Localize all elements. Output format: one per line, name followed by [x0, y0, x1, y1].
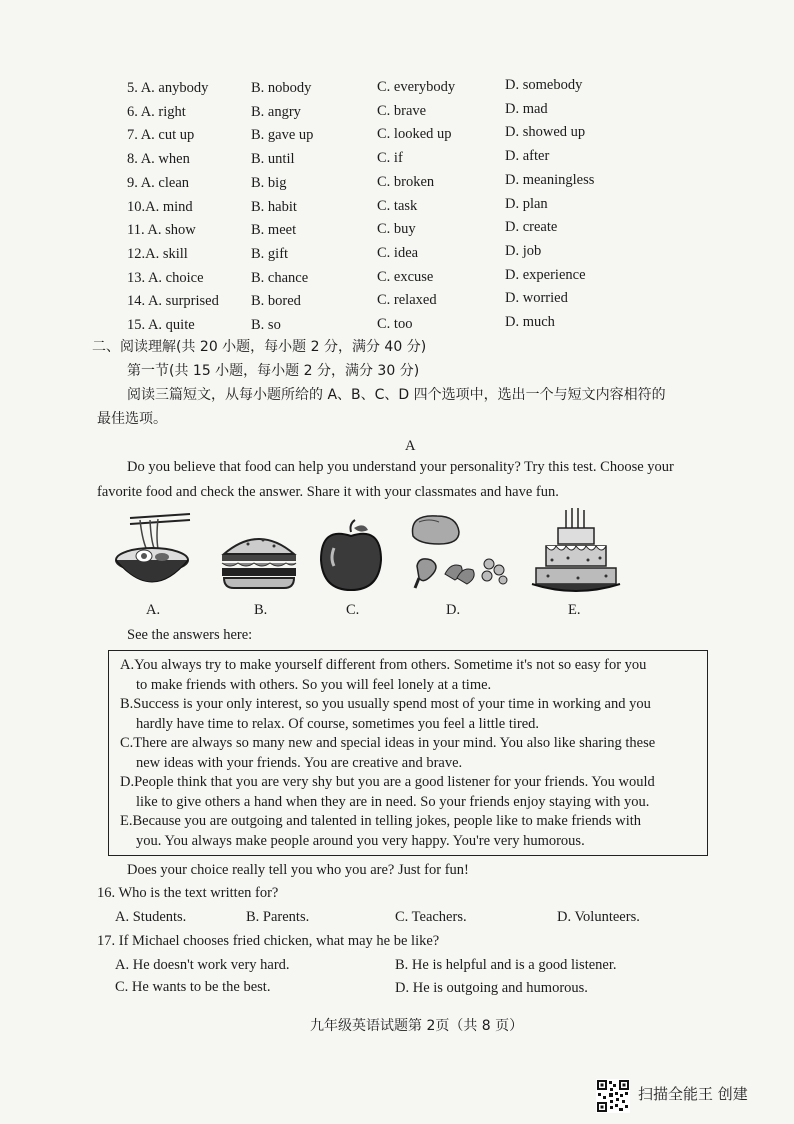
answer-line: like to give others a hand when they are in need. So your friends enjoy staying with you. — [136, 794, 650, 810]
answer-line: you. You always make people around you very happy. You're very humorous. — [136, 833, 585, 849]
option-a: 7. A. cut up — [127, 127, 195, 144]
option-d: D. worried — [505, 290, 568, 307]
pic-label-a: A. — [146, 602, 161, 618]
apple-picture — [318, 518, 384, 592]
instruction-line-1: 阅读三篇短文，从每小题所给的 A、B、C、D 四个选项中，选出一个与短文内容相符的 — [127, 387, 666, 403]
noodles-picture — [110, 510, 195, 590]
answer-line: hardly have time to relax. Of course, sometimes you feel a little tired. — [136, 716, 540, 732]
qr-code-icon — [596, 1079, 630, 1113]
question-16-option-d: D. Volunteers. — [557, 909, 640, 925]
question-17-option-a: A. He doesn't work very hard. — [115, 957, 290, 973]
question-17-option-b: B. He is helpful and is a good listener. — [395, 957, 617, 973]
option-b: B. angry — [251, 103, 301, 120]
question-17-option-d: D. He is outgoing and humorous. — [395, 980, 588, 996]
section-heading: 二、阅读理解(共 20 小题，每小题 2 分，满分 40 分) — [92, 339, 427, 355]
option-d: D. create — [505, 219, 558, 236]
pic-label-e: E. — [568, 602, 581, 618]
option-b: B. habit — [251, 198, 297, 215]
option-c: C. everybody — [377, 79, 456, 95]
option-c: C. idea — [377, 244, 419, 261]
passage-intro-1: Do you believe that food can help you understand your personality? Try this test. Choose your — [127, 459, 674, 475]
passage-label: A — [405, 438, 416, 454]
fried-chicken-picture — [405, 508, 515, 594]
option-a: 14. A. surprised — [127, 293, 219, 310]
option-b: B. nobody — [251, 80, 312, 96]
option-b: B. gift — [251, 245, 289, 262]
option-c: C. brave — [377, 102, 427, 119]
option-a: 5. A. anybody — [127, 80, 209, 96]
answer-line: to make friends with others. So you will feel lonely at a time. — [136, 677, 492, 693]
option-a: 13. A. choice — [127, 269, 204, 286]
question-16-option-a: A. Students. — [115, 909, 187, 925]
option-b: B. chance — [251, 269, 309, 286]
closing-line: Does your choice really tell you who you are? Just for fun! — [127, 862, 469, 878]
answer-line: C.There are always so many new and special ideas in your mind. You also like sharing these — [120, 735, 656, 751]
option-c: C. excuse — [377, 268, 434, 285]
answer-line: A.You always try to make yourself different from others. Sometime it's not so easy for you — [120, 657, 647, 673]
answer-line: D.People think that you are very shy but you are a good listener for your friends. You would — [120, 774, 655, 790]
birthday-cake-picture — [528, 506, 624, 594]
option-a: 6. A. right — [127, 103, 186, 120]
option-c: C. buy — [377, 221, 416, 238]
option-c: C. task — [377, 197, 418, 214]
option-d: D. somebody — [505, 77, 583, 93]
option-a: 15. A. quite — [127, 317, 195, 333]
option-d: D. mad — [505, 100, 548, 117]
see-answers-label: See the answers here: — [127, 627, 253, 643]
option-a: 9. A. clean — [127, 174, 190, 191]
scanner-watermark: 扫描全能王 创建 — [638, 1085, 748, 1103]
question-16-option-b: B. Parents. — [246, 909, 310, 925]
hamburger-picture — [218, 530, 300, 592]
option-d: D. job — [505, 242, 542, 259]
answer-line: new ideas with your friends. You are creative and brave. — [136, 755, 463, 771]
page-footer: 九年级英语试题第 2页（共 8 页） — [310, 1018, 524, 1034]
option-d: D. after — [505, 148, 550, 165]
question-17-option-c: C. He wants to be the best. — [115, 979, 271, 995]
option-d: D. experience — [505, 266, 586, 283]
option-c: C. too — [377, 316, 413, 332]
option-c: C. if — [377, 150, 403, 167]
option-d: D. plan — [505, 195, 548, 212]
instruction-line-2: 最佳选项。 — [97, 411, 167, 427]
option-b: B. gave up — [251, 127, 314, 144]
option-b: B. until — [251, 151, 295, 168]
option-d: D. meaningless — [505, 171, 595, 188]
option-d: D. much — [505, 314, 555, 330]
answer-line: E.Because you are outgoing and talented in telling jokes, people like to make friends with — [120, 813, 642, 829]
option-a: 10.A. mind — [127, 198, 193, 215]
option-b: B. big — [251, 174, 287, 191]
option-d: D. showed up — [505, 124, 586, 141]
question-16-stem: 16. Who is the text written for? — [97, 885, 279, 901]
option-c: C. relaxed — [377, 292, 437, 309]
option-c: C. broken — [377, 173, 435, 190]
option-a: 12.A. skill — [127, 245, 188, 262]
option-b: B. so — [251, 317, 281, 333]
option-a: 11. A. show — [127, 222, 196, 239]
part-heading: 第一节(共 15 小题，每小题 2 分，满分 30 分) — [127, 363, 420, 379]
option-a: 8. A. when — [127, 151, 190, 168]
passage-intro-2: favorite food and check the answer. Share it with your classmates and have fun. — [97, 484, 559, 500]
question-16-option-c: C. Teachers. — [395, 909, 467, 925]
pic-label-d: D. — [446, 602, 461, 618]
pic-label-b: B. — [254, 602, 268, 618]
answer-line: B.Success is your only interest, so you usually spend most of your time in working and you — [120, 696, 651, 712]
option-c: C. looked up — [377, 126, 452, 143]
option-b: B. meet — [251, 222, 297, 239]
pic-label-c: C. — [346, 602, 360, 618]
question-17-stem: 17. If Michael chooses fried chicken, what may he be like? — [97, 933, 440, 949]
option-b: B. bored — [251, 293, 301, 310]
